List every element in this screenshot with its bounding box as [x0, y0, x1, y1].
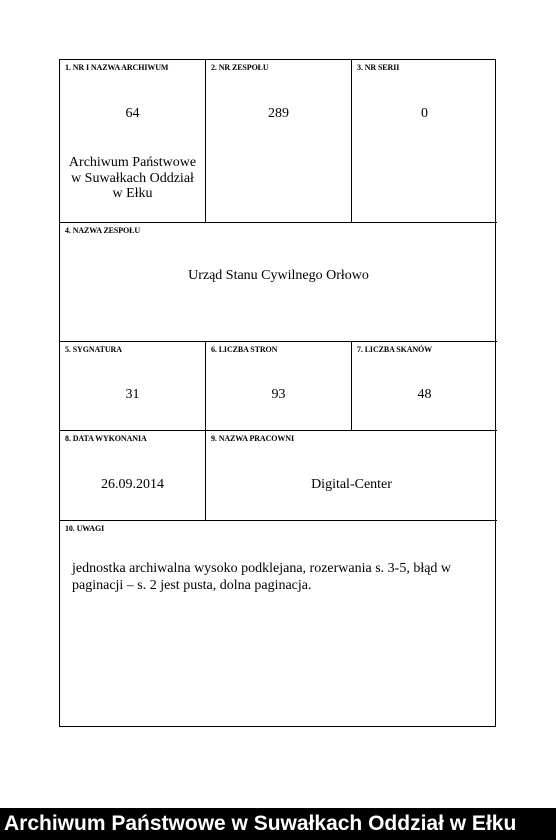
date-label: 8. DATA WYKONANIA — [65, 434, 147, 443]
signature-cell — [60, 342, 206, 431]
series-number-value: 0 — [421, 106, 428, 121]
archive-cell — [60, 60, 206, 223]
studio-cell — [206, 431, 497, 521]
studio-value: Digital-Center — [311, 477, 392, 492]
date-value: 26.09.2014 — [101, 477, 164, 492]
date-cell — [60, 431, 206, 521]
fonds-number-cell — [206, 60, 352, 223]
remarks-label: 10. UWAGI — [65, 524, 105, 533]
page-count-cell — [206, 342, 352, 431]
archive-number: 64 — [125, 106, 140, 121]
studio-label: 9. NAZWA PRACOWNI — [211, 434, 294, 443]
remarks-value: jednostka archiwalna wysoko podklejana, rozerwania s. 3-5, błąd w paginacji – s. 2 jest pusta, dolna paginacja. — [72, 561, 452, 593]
fonds-name-value: Urząd Stanu Cywilnego Orłowo — [188, 268, 369, 283]
archive-footer-banner: Archiwum Państwowe w Suwałkach Oddział w Ełku — [0, 808, 556, 840]
metadata-card — [59, 59, 496, 727]
signature-value: 31 — [125, 387, 140, 402]
scan-count-value: 48 — [417, 387, 432, 402]
archive-label: 1. NR I NAZWA ARCHIWUM — [65, 63, 169, 72]
series-number-label: 3. NR SERII — [357, 63, 400, 72]
archive-name: Archiwum Państwowe w Suwałkach Oddział w Ełku — [68, 155, 197, 201]
scan-count-cell — [352, 342, 497, 431]
scan-count-label: 7. LICZBA SKANÓW — [357, 345, 433, 354]
page-count-value: 93 — [271, 387, 286, 402]
fonds-number-value: 289 — [268, 106, 289, 121]
fonds-name-label: 4. NAZWA ZESPOŁU — [65, 226, 141, 235]
series-number-cell — [352, 60, 497, 223]
page-count-label: 6. LICZBA STRON — [211, 345, 278, 354]
fonds-number-label: 2. NR ZESPOŁU — [211, 63, 269, 72]
signature-label: 5. SYGNATURA — [65, 345, 122, 354]
remarks-cell — [60, 521, 497, 728]
fonds-name-cell — [60, 223, 497, 342]
